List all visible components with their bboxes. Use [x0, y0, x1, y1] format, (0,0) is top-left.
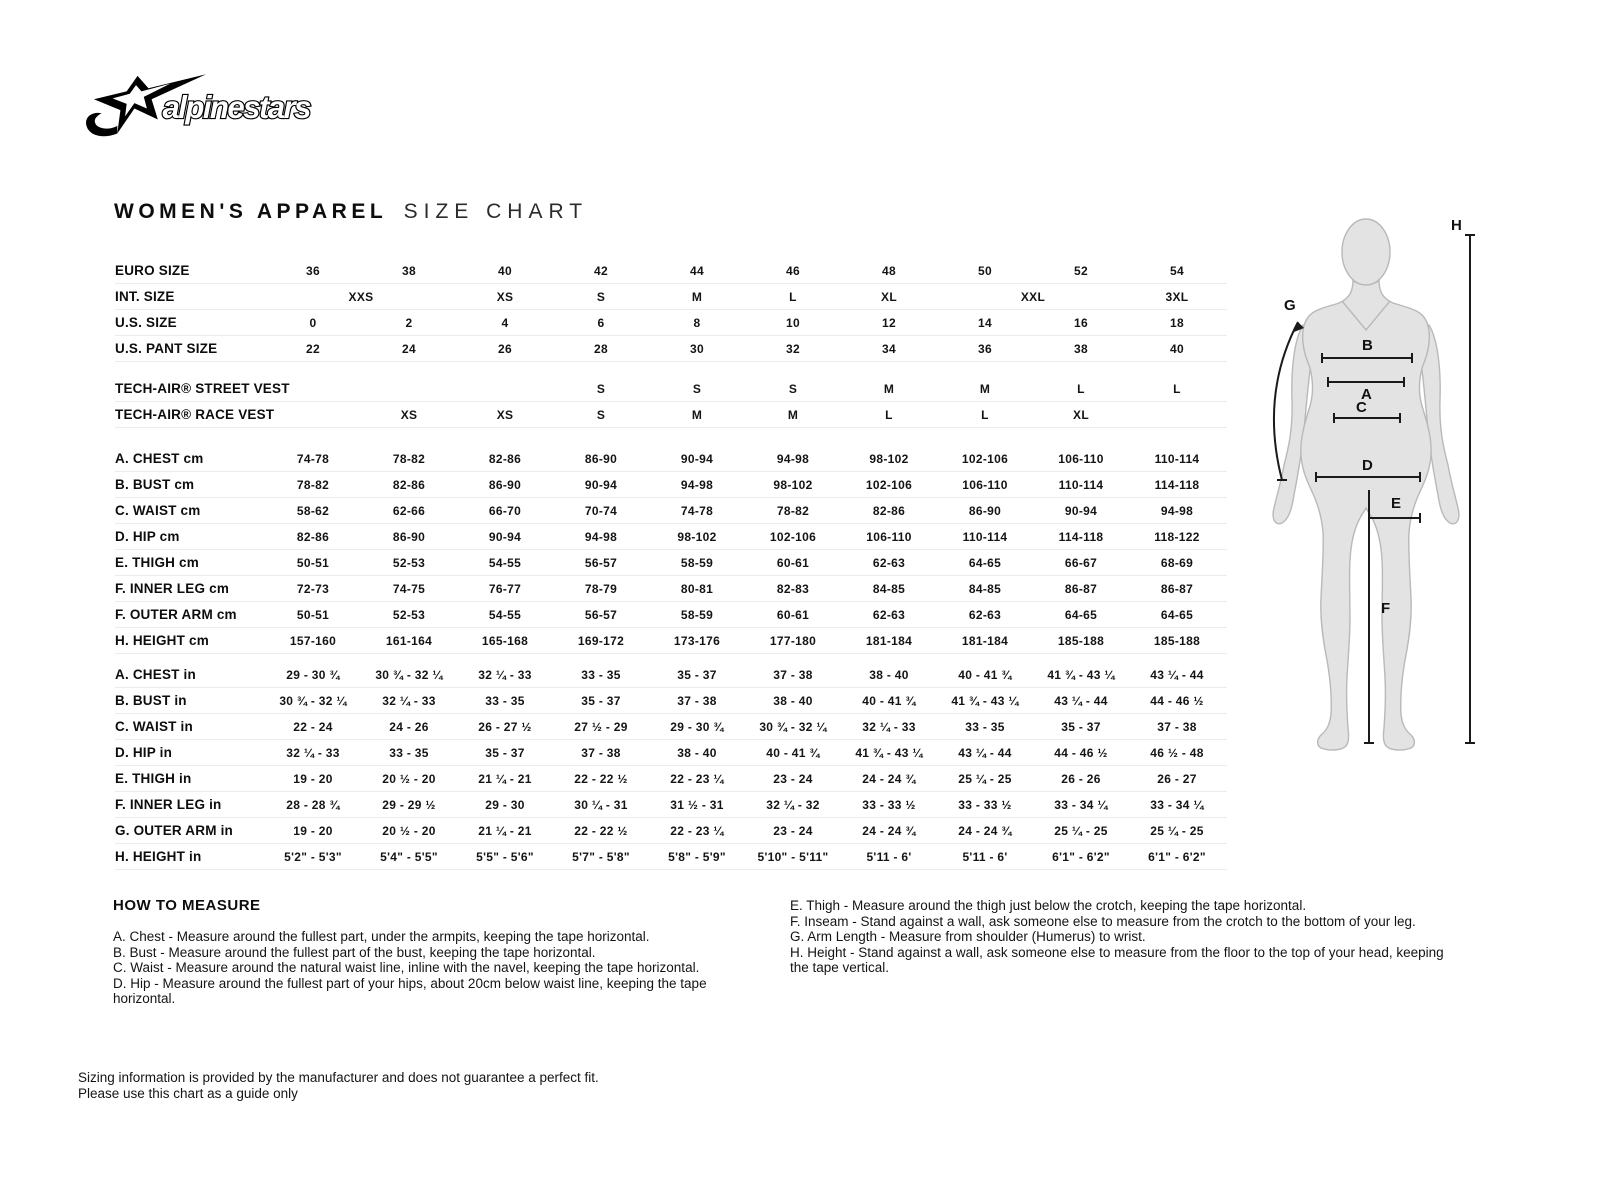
size-cell: 40: [1170, 341, 1184, 356]
size-cell: 43 ¼ - 44: [1054, 693, 1108, 708]
size-cell: 10: [786, 315, 800, 330]
size-cell: 19 - 20: [293, 771, 333, 786]
size-cell: 94-98: [584, 529, 618, 544]
size-cell: 102-106: [865, 477, 913, 492]
row-label: H. HEIGHT cm: [115, 633, 209, 648]
size-cell: 80-81: [680, 581, 714, 596]
size-cell: 6'1" - 6'2": [1052, 849, 1110, 864]
measure-instruction-height: H. Height - Stand against a wall, ask someone else to measure from the floor to the top of your head, keeping the tape vertical.: [790, 944, 1444, 976]
size-cell: L: [1173, 381, 1181, 396]
size-cell: 90-94: [488, 529, 522, 544]
row-label: F. INNER LEG in: [115, 797, 222, 812]
size-cell: 41 ¾ - 43 ¼: [1047, 667, 1115, 682]
size-cell: XXS: [348, 289, 374, 304]
size-cell: 35 - 37: [677, 667, 717, 682]
size-cell: 72-73: [296, 581, 330, 596]
size-cell: XS: [496, 289, 514, 304]
logo-wordmark: alpinestars: [162, 89, 310, 125]
size-cell: 23 - 24: [773, 771, 813, 786]
figure-label-height: H: [1451, 217, 1462, 234]
size-cell: XL: [881, 289, 897, 304]
size-cell: 22 - 23 ¼: [670, 823, 724, 838]
size-cell: 19 - 20: [293, 823, 333, 838]
measure-instruction-waist: C. Waist - Measure around the natural waist line, inline with the navel, keeping the tape horizontal.: [113, 960, 700, 976]
size-cell: 38 - 40: [869, 667, 909, 682]
size-cell: 86-90: [584, 451, 618, 466]
size-cell: 32: [786, 341, 800, 356]
table-row: [115, 844, 1227, 870]
measure-instruction-hip: D. Hip - Measure around the fullest part of your hips, about 20cm below waist line, keeping the tape horizontal.: [113, 975, 707, 1007]
size-cell: 28 - 28 ¾: [286, 797, 340, 812]
size-cell: 5'8" - 5'9": [668, 849, 726, 864]
how-to-measure-left: [113, 929, 763, 1007]
size-cell: 31 ½ - 31: [670, 797, 724, 812]
size-cell: 74-78: [680, 503, 714, 518]
size-cell: 60-61: [776, 607, 810, 622]
size-cell: L: [885, 407, 893, 422]
size-cell: 30 ¾ - 32 ¼: [279, 693, 347, 708]
size-cell: 29 - 29 ½: [382, 797, 436, 812]
size-cell: 78-82: [296, 477, 330, 492]
size-cell: 30 ¾ - 32 ¼: [759, 719, 827, 734]
figure-label-thigh: E: [1391, 495, 1402, 512]
size-cell: 62-63: [872, 607, 906, 622]
measure-instruction-chest: A. Chest - Measure around the fullest part, under the armpits, keeping the tape horizontal.: [113, 929, 650, 944]
table-row: [115, 662, 1227, 688]
page-title: [114, 200, 588, 224]
row-label: A. CHEST cm: [115, 451, 204, 466]
table-row: [115, 688, 1227, 714]
table-row: [115, 714, 1227, 740]
size-cell: XXL: [1020, 289, 1046, 304]
size-cell: 12: [882, 315, 896, 330]
size-cell: S: [596, 381, 606, 396]
size-cell: 86-90: [488, 477, 522, 492]
size-cell: 102-106: [769, 529, 817, 544]
inseam-measure-line: [1364, 490, 1374, 743]
size-cell: 33 - 33 ½: [862, 797, 916, 812]
row-label: EURO SIZE: [115, 263, 190, 278]
size-cell: 16: [1074, 315, 1088, 330]
size-cell: 50: [978, 263, 992, 278]
size-cell: 62-66: [392, 503, 426, 518]
measure-instruction-inseam: F. Inseam - Stand against a wall, ask someone else to measure from the crotch to the bottom of your leg.: [790, 913, 1416, 929]
figure-label-inseam: F: [1381, 600, 1391, 617]
size-cell: 28: [594, 341, 608, 356]
row-label: B. BUST cm: [115, 477, 195, 492]
size-cell: 24 - 24 ¾: [958, 823, 1012, 838]
size-cell: 82-86: [392, 477, 426, 492]
size-cell: M: [691, 407, 703, 422]
figure-label-bust: B: [1362, 337, 1373, 354]
size-cell: 37 - 38: [677, 693, 717, 708]
row-label: E. THIGH in: [115, 771, 192, 786]
size-cell: 84-85: [968, 581, 1002, 596]
size-cell: 37 - 38: [1157, 719, 1197, 734]
size-cell: 78-82: [392, 451, 426, 466]
size-cell: 24: [402, 341, 416, 356]
size-cell: 90-94: [584, 477, 618, 492]
size-cell: L: [789, 289, 797, 304]
size-cell: 33 - 35: [965, 719, 1005, 734]
size-cell: 33 - 35: [389, 745, 429, 760]
row-label: E. THIGH cm: [115, 555, 199, 570]
size-cell: 32 ¼ - 33: [862, 719, 916, 734]
size-cell: 48: [882, 263, 896, 278]
table-row: [115, 628, 1227, 654]
size-cell: XL: [1073, 407, 1089, 422]
size-cell: 82-86: [872, 503, 906, 518]
size-cell: 157-160: [289, 633, 337, 648]
size-cell: 54-55: [488, 555, 522, 570]
size-cell: 118-122: [1154, 529, 1200, 544]
size-cell: 114-118: [1154, 477, 1200, 492]
size-cell: S: [788, 381, 798, 396]
row-label: C. WAIST in: [115, 719, 193, 734]
row-label: A. CHEST in: [115, 667, 196, 682]
size-cell: 22 - 23 ¼: [670, 771, 724, 786]
row-label: B. BUST in: [115, 693, 187, 708]
alpinestars-star-icon: [83, 68, 348, 146]
size-cell: 82-86: [296, 529, 330, 544]
row-label: F. INNER LEG cm: [115, 581, 230, 596]
size-cell: 44 - 46 ½: [1150, 693, 1204, 708]
size-cell: 37 - 38: [773, 667, 813, 682]
figure-label-arm: G: [1284, 297, 1296, 314]
size-cell: 64-65: [968, 555, 1002, 570]
size-cell: 54-55: [488, 607, 522, 622]
size-cell: S: [596, 407, 606, 422]
size-cell: M: [691, 289, 703, 304]
size-cell: 106-110: [1058, 451, 1104, 466]
row-label: H. HEIGHT in: [115, 849, 202, 864]
size-cell: 25 ¼ - 25: [1150, 823, 1204, 838]
size-cell: 43 ¼ - 44: [958, 745, 1012, 760]
size-cell: 2: [405, 315, 413, 330]
size-cell: 26 - 26: [1061, 771, 1101, 786]
table-row: [115, 402, 1227, 428]
size-cell: 26: [498, 341, 512, 356]
figure-label-chest: A: [1361, 386, 1372, 403]
size-cell: 54: [1170, 263, 1184, 278]
table-group-cm: [115, 446, 1227, 654]
size-cell: 181-184: [865, 633, 913, 648]
size-cell: L: [1077, 381, 1085, 396]
size-cell: 44 - 46 ½: [1054, 745, 1108, 760]
size-cell: 22 - 24: [293, 719, 333, 734]
how-to-measure-right: [790, 898, 1452, 976]
size-cell: 44: [690, 263, 704, 278]
size-cell: 38: [402, 263, 416, 278]
size-cell: S: [596, 289, 606, 304]
size-cell: M: [979, 381, 991, 396]
title-primary: WOMEN'S APPAREL: [114, 200, 388, 223]
title-secondary: SIZE CHART: [403, 200, 589, 223]
size-cell: 5'5" - 5'6": [476, 849, 534, 864]
size-cell: 110-114: [1154, 451, 1200, 466]
size-cell: XS: [400, 407, 418, 422]
size-cell: 62-63: [968, 607, 1002, 622]
table-row: [115, 602, 1227, 628]
size-cell: 24 - 26: [389, 719, 429, 734]
size-cell: 106-110: [962, 477, 1008, 492]
size-cell: 6'1" - 6'2": [1148, 849, 1206, 864]
size-cell: 4: [501, 315, 509, 330]
table-row: [115, 472, 1227, 498]
size-cell: 21 ¼ - 21: [478, 823, 532, 838]
size-cell: 34: [882, 341, 896, 356]
table-row: [115, 336, 1227, 362]
size-cell: 46 ½ - 48: [1150, 745, 1204, 760]
disclaimer-line-2: Please use this chart as a guide only: [78, 1085, 298, 1101]
row-label: D. HIP cm: [115, 529, 180, 544]
size-cell: 24 - 24 ¾: [862, 823, 916, 838]
size-cell: 33 - 34 ¼: [1150, 797, 1204, 812]
figure-label-waist: C: [1356, 399, 1367, 416]
size-cell: 5'2" - 5'3": [284, 849, 342, 864]
size-cell: 84-85: [872, 581, 906, 596]
size-cell: 64-65: [1160, 607, 1194, 622]
size-cell: M: [883, 381, 895, 396]
size-cell: 36: [306, 263, 320, 278]
size-cell: 38 - 40: [773, 693, 813, 708]
size-cell: 98-102: [869, 451, 909, 466]
size-cell: 78-79: [584, 581, 618, 596]
size-cell: 14: [978, 315, 992, 330]
size-cell: 35 - 37: [485, 745, 525, 760]
size-cell: 181-184: [961, 633, 1009, 648]
size-cell: 165-168: [481, 633, 529, 648]
table-row: [115, 818, 1227, 844]
measurement-figure: [1248, 190, 1488, 765]
measure-instruction-arm: G. Arm Length - Measure from shoulder (Humerus) to wrist.: [790, 929, 1146, 945]
size-cell: 41 ¾ - 43 ¼: [855, 745, 923, 760]
size-cell: 38 - 40: [677, 745, 717, 760]
row-label: G. OUTER ARM in: [115, 823, 233, 838]
size-cell: 64-65: [1064, 607, 1098, 622]
figure-label-hip: D: [1362, 457, 1373, 474]
size-cell: 40: [498, 263, 512, 278]
table-group-inch: [115, 662, 1227, 870]
size-table: [115, 258, 1227, 870]
size-cell: 35 - 37: [581, 693, 621, 708]
size-cell: 33 - 35: [581, 667, 621, 682]
size-cell: 56-57: [584, 607, 618, 622]
size-cell: 25 ¼ - 25: [958, 771, 1012, 786]
row-label: TECH-AIR® RACE VEST: [115, 407, 275, 422]
size-cell: 5'4" - 5'5": [380, 849, 438, 864]
size-cell: 58-59: [680, 555, 714, 570]
size-cell: XS: [496, 407, 514, 422]
size-cell: 26 - 27 ½: [478, 719, 532, 734]
table-group-header: [115, 258, 1227, 362]
size-cell: 20 ½ - 20: [382, 823, 436, 838]
row-label: INT. SIZE: [115, 289, 175, 304]
size-cell: 74-78: [296, 451, 330, 466]
table-row: [115, 740, 1227, 766]
size-cell: 32 ¼ - 33: [286, 745, 340, 760]
row-label: F. OUTER ARM cm: [115, 607, 237, 622]
table-row: [115, 792, 1227, 818]
table-row: [115, 446, 1227, 472]
size-cell: M: [787, 407, 799, 422]
size-cell: 38: [1074, 341, 1088, 356]
size-cell: 58-62: [296, 503, 330, 518]
size-cell: 40 - 41 ¾: [766, 745, 820, 760]
size-cell: 110-114: [1058, 477, 1104, 492]
row-label: U.S. SIZE: [115, 315, 177, 330]
size-cell: 40 - 41 ¾: [862, 693, 916, 708]
footer-disclaimer: [78, 1070, 599, 1101]
size-cell: 82-83: [776, 581, 810, 596]
size-cell: 114-118: [1058, 529, 1104, 544]
size-cell: 20 ½ - 20: [382, 771, 436, 786]
size-cell: 52-53: [392, 607, 426, 622]
size-cell: 5'11 - 6': [866, 849, 912, 864]
size-cell: 50-51: [296, 555, 330, 570]
size-cell: 43 ¼ - 44: [1150, 667, 1204, 682]
measure-instruction-thigh: E. Thigh - Measure around the thigh just below the crotch, keeping the tape horizontal.: [790, 898, 1307, 913]
size-cell: 82-86: [488, 451, 522, 466]
size-cell: 94-98: [1160, 503, 1194, 518]
size-cell: 74-75: [392, 581, 426, 596]
size-cell: 46: [786, 263, 800, 278]
size-cell: 185-188: [1153, 633, 1201, 648]
size-cell: 21 ¼ - 21: [478, 771, 532, 786]
size-cell: 37 - 38: [581, 745, 621, 760]
size-cell: 36: [978, 341, 992, 356]
size-cell: 25 ¼ - 25: [1054, 823, 1108, 838]
size-cell: 0: [309, 315, 317, 330]
size-cell: 66-67: [1064, 555, 1098, 570]
size-cell: 60-61: [776, 555, 810, 570]
height-measure-line: [1465, 235, 1475, 743]
size-cell: 30 ¼ - 31: [574, 797, 628, 812]
size-cell: 3XL: [1165, 289, 1189, 304]
row-label: C. WAIST cm: [115, 503, 201, 518]
size-cell: 52-53: [392, 555, 426, 570]
size-cell: 30 ¾ - 32 ¼: [375, 667, 443, 682]
size-cell: 33 - 34 ¼: [1054, 797, 1108, 812]
size-cell: 30: [690, 341, 704, 356]
table-row: [115, 550, 1227, 576]
how-to-measure-heading: HOW TO MEASURE: [113, 897, 261, 914]
size-cell: 52: [1074, 263, 1088, 278]
size-cell: 29 - 30: [485, 797, 525, 812]
size-cell: 86-87: [1064, 581, 1098, 596]
size-cell: 22 - 22 ½: [574, 823, 628, 838]
row-label: TECH-AIR® STREET VEST: [115, 381, 290, 396]
row-label: U.S. PANT SIZE: [115, 341, 218, 356]
size-cell: 32 ¼ - 33: [478, 667, 532, 682]
size-cell: 177-180: [769, 633, 817, 648]
size-cell: 29 - 30 ¾: [286, 667, 340, 682]
row-label: D. HIP in: [115, 745, 173, 760]
size-cell: 78-82: [776, 503, 810, 518]
size-cell: 24 - 24 ¾: [862, 771, 916, 786]
size-cell: 6: [597, 315, 605, 330]
size-cell: 42: [594, 263, 608, 278]
table-row: [115, 524, 1227, 550]
size-cell: 106-110: [866, 529, 912, 544]
size-cell: 90-94: [680, 451, 714, 466]
size-cell: 66-70: [488, 503, 522, 518]
size-cell: 26 - 27: [1157, 771, 1197, 786]
size-cell: 8: [693, 315, 701, 330]
table-row: [115, 376, 1227, 402]
disclaimer-line-1: Sizing information is provided by the manufacturer and does not guarantee a perfect fit.: [78, 1070, 599, 1085]
table-row: [115, 576, 1227, 602]
size-cell: 22: [306, 341, 320, 356]
size-cell: 90-94: [1064, 503, 1098, 518]
body-silhouette: [1273, 219, 1459, 750]
size-cell: 33 - 33 ½: [958, 797, 1012, 812]
size-cell: 5'10" - 5'11": [757, 849, 829, 864]
table-row: [115, 258, 1227, 284]
size-cell: 86-87: [1160, 581, 1194, 596]
table-row: [115, 284, 1227, 310]
size-cell: 18: [1170, 315, 1184, 330]
table-row: [115, 498, 1227, 524]
size-cell: 70-74: [584, 503, 618, 518]
size-cell: 173-176: [673, 633, 721, 648]
size-cell: 102-106: [961, 451, 1009, 466]
size-cell: 35 - 37: [1061, 719, 1101, 734]
size-cell: 40 - 41 ¾: [958, 667, 1012, 682]
size-cell: 29 - 30 ¾: [670, 719, 724, 734]
size-cell: 94-98: [680, 477, 714, 492]
measure-instruction-bust: B. Bust - Measure around the fullest part of the bust, keeping the tape horizontal.: [113, 944, 596, 960]
size-cell: 98-102: [773, 477, 813, 492]
table-group-techair: [115, 376, 1227, 428]
size-cell: 5'11 - 6': [962, 849, 1008, 864]
size-cell: 58-59: [680, 607, 714, 622]
size-cell: 161-164: [385, 633, 433, 648]
size-cell: 169-172: [577, 633, 625, 648]
size-cell: 62-63: [872, 555, 906, 570]
size-cell: 41 ¾ - 43 ¼: [951, 693, 1019, 708]
size-cell: 76-77: [488, 581, 522, 596]
size-cell: 22 - 22 ½: [574, 771, 628, 786]
size-cell: 110-114: [962, 529, 1008, 544]
alpinestars-logo: [83, 68, 348, 148]
table-row: [115, 766, 1227, 792]
table-row: [115, 310, 1227, 336]
size-cell: S: [692, 381, 702, 396]
size-cell: 32 ¼ - 32: [766, 797, 820, 812]
size-cell: 86-90: [392, 529, 426, 544]
size-cell: 23 - 24: [773, 823, 813, 838]
size-cell: 86-90: [968, 503, 1002, 518]
size-cell: 33 - 35: [485, 693, 525, 708]
size-cell: L: [981, 407, 989, 422]
size-cell: 50-51: [296, 607, 330, 622]
size-cell: 185-188: [1057, 633, 1105, 648]
size-cell: 5'7" - 5'8": [572, 849, 630, 864]
size-cell: 94-98: [776, 451, 810, 466]
size-cell: 68-69: [1160, 555, 1194, 570]
size-cell: 27 ½ - 29: [574, 719, 628, 734]
size-cell: 32 ¼ - 33: [382, 693, 436, 708]
size-cell: 56-57: [584, 555, 618, 570]
size-cell: 98-102: [677, 529, 717, 544]
